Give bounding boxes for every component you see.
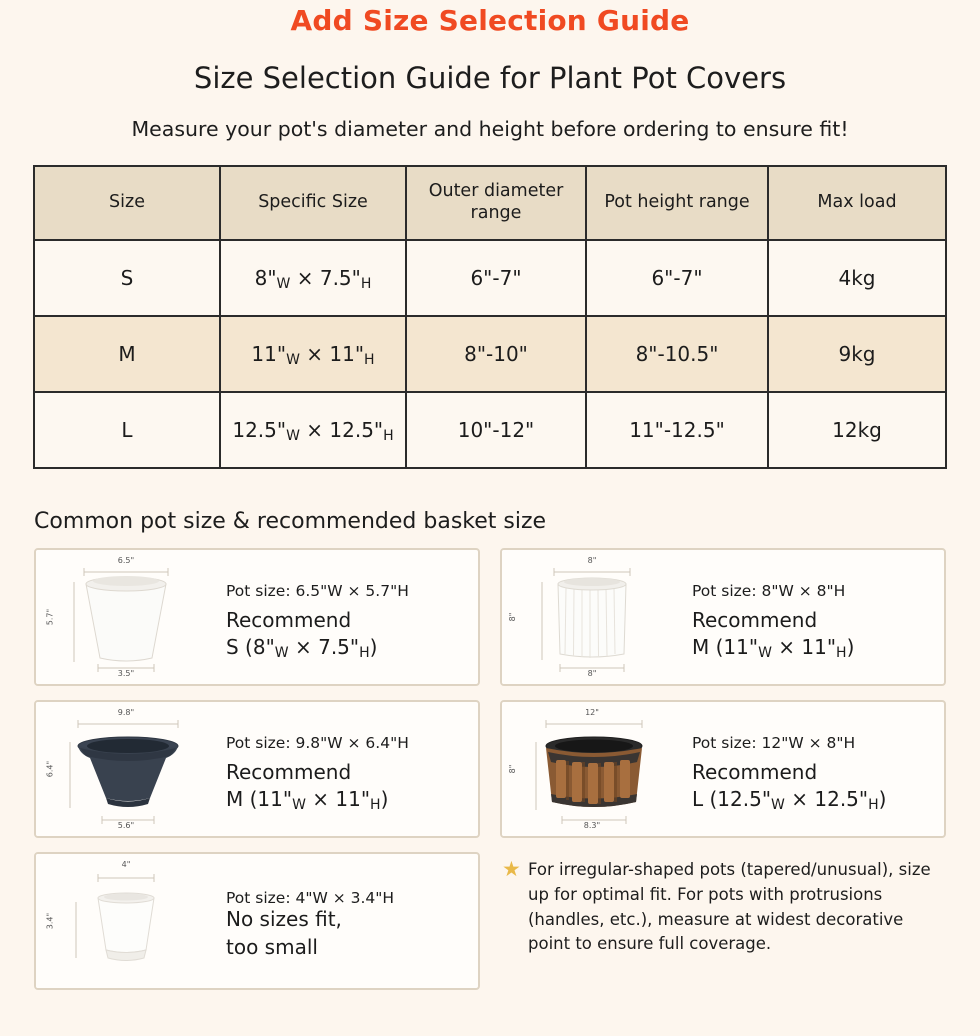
list-item <box>500 548 946 686</box>
cell-pot-height: 6"-7" <box>586 240 768 316</box>
cell-pot-height: 11"-12.5" <box>586 392 768 468</box>
dimension-top-label: 6.5" <box>117 556 135 565</box>
column-header-outer-diameter-range: Outer diameter range <box>406 166 586 240</box>
cell-outer-diameter: 10"-12" <box>406 392 586 468</box>
column-header-pot-height-range: Pot height range <box>586 166 768 240</box>
column-header-size: Size <box>34 166 220 240</box>
recommend-label: Recommend <box>226 607 352 632</box>
white-round-tapered-pot-icon <box>36 550 216 686</box>
dimension-left-label: 5.7" <box>45 608 55 626</box>
page-subtitle: Measure your pot's diameter and height before ordering to ensure fit! <box>131 117 849 141</box>
small-white-pot-icon <box>36 854 216 990</box>
column-header-max-load: Max load <box>768 166 946 240</box>
dimension-left-label: 6.4" <box>45 760 55 778</box>
banner-title: Add Size Selection Guide <box>290 4 690 37</box>
recommend-size: M (11"W × 11"H) <box>226 786 389 813</box>
no-fit-sublabel: too small <box>226 935 318 959</box>
pot-image-small-white-pot <box>36 854 216 988</box>
dimension-bottom-label: 8.3" <box>583 821 601 830</box>
cell-outer-diameter: 8"-10" <box>406 316 586 392</box>
dimension-bottom-label: 8" <box>587 669 597 678</box>
white-ribbed-cylinder-pot-icon <box>502 550 682 686</box>
pot-size-label: Pot size: 8"W × 8"H <box>692 581 846 600</box>
recommend-size: S (8"W × 7.5"H) <box>226 634 378 661</box>
cell-size: L <box>34 392 220 468</box>
pot-image-wooden-barrel-planter <box>502 702 682 836</box>
cell-max-load: 9kg <box>768 316 946 392</box>
card-text <box>216 550 478 684</box>
cell-outer-diameter: 6"-7" <box>406 240 586 316</box>
list-item <box>34 852 480 990</box>
dark-gray-wide-bowl-pot-icon <box>36 702 216 838</box>
table-row <box>34 316 946 392</box>
dimension-top-label: 8" <box>587 556 597 565</box>
pot-size-label: Pot size: 4"W × 3.4"H <box>226 889 395 907</box>
card-text <box>682 550 944 684</box>
star-icon: ★ <box>502 857 521 881</box>
card-text <box>216 854 478 988</box>
table-row <box>34 240 946 316</box>
card-text <box>216 702 478 836</box>
cell-specific-size: 12.5"W × 12.5"H <box>220 392 406 468</box>
pot-image-white-ribbed-cylinder <box>502 550 682 684</box>
dimension-left-label: 8" <box>507 612 517 622</box>
dimension-top-label: 12" <box>585 708 599 717</box>
pot-image-dark-gray-wide-bowl <box>36 702 216 836</box>
pot-size-label: Pot size: 6.5"W × 5.7"H <box>226 581 409 600</box>
dimension-bottom-label: 3.5" <box>117 669 135 678</box>
cell-size: S <box>34 240 220 316</box>
list-item <box>34 700 480 838</box>
dimension-top-label: 9.8" <box>117 708 135 717</box>
list-item <box>34 548 480 686</box>
recommend-label: Recommend <box>692 759 818 784</box>
card-text <box>682 702 944 836</box>
common-pot-section-heading: Common pot size & recommended basket size <box>34 509 547 534</box>
pot-size-label: Pot size: 9.8"W × 6.4"H <box>226 733 409 752</box>
recommendation-cards <box>34 548 946 990</box>
recommend-size: L (12.5"W × 12.5"H) <box>692 786 887 813</box>
list-item <box>500 700 946 838</box>
table-row <box>34 392 946 468</box>
note-text: For irregular-shaped pots (tapered/unusual), size up for optimal fit. For pots with protrusions (handles, etc.), measure at widest decorative point to ensure full coverage. <box>528 860 931 954</box>
wooden-barrel-planter-icon <box>502 702 682 838</box>
recommend-label: Recommend <box>692 607 818 632</box>
cell-size: M <box>34 316 220 392</box>
pot-image-white-round-tapered <box>36 550 216 684</box>
dimension-top-label: 4" <box>121 860 131 869</box>
pot-size-label: Pot size: 12"W × 8"H <box>692 733 856 752</box>
no-fit-label: No sizes fit, <box>226 907 342 931</box>
table-header-row <box>34 166 946 240</box>
recommend-size: M (11"W × 11"H) <box>692 634 855 661</box>
column-header-specific-size: Specific Size <box>220 166 406 240</box>
dimension-left-label: 3.4" <box>45 912 55 930</box>
cell-max-load: 4kg <box>768 240 946 316</box>
page-title: Size Selection Guide for Plant Pot Covers <box>193 61 787 95</box>
cell-specific-size: 8"W × 7.5"H <box>220 240 406 316</box>
dimension-bottom-label: 5.6" <box>117 821 135 830</box>
recommend-label: Recommend <box>226 759 352 784</box>
dimension-left-label: 8" <box>507 764 517 774</box>
cell-pot-height: 8"-10.5" <box>586 316 768 392</box>
size-table <box>33 165 947 469</box>
cell-max-load: 12kg <box>768 392 946 468</box>
cell-specific-size: 11"W × 11"H <box>220 316 406 392</box>
irregular-pot-note <box>500 852 946 990</box>
